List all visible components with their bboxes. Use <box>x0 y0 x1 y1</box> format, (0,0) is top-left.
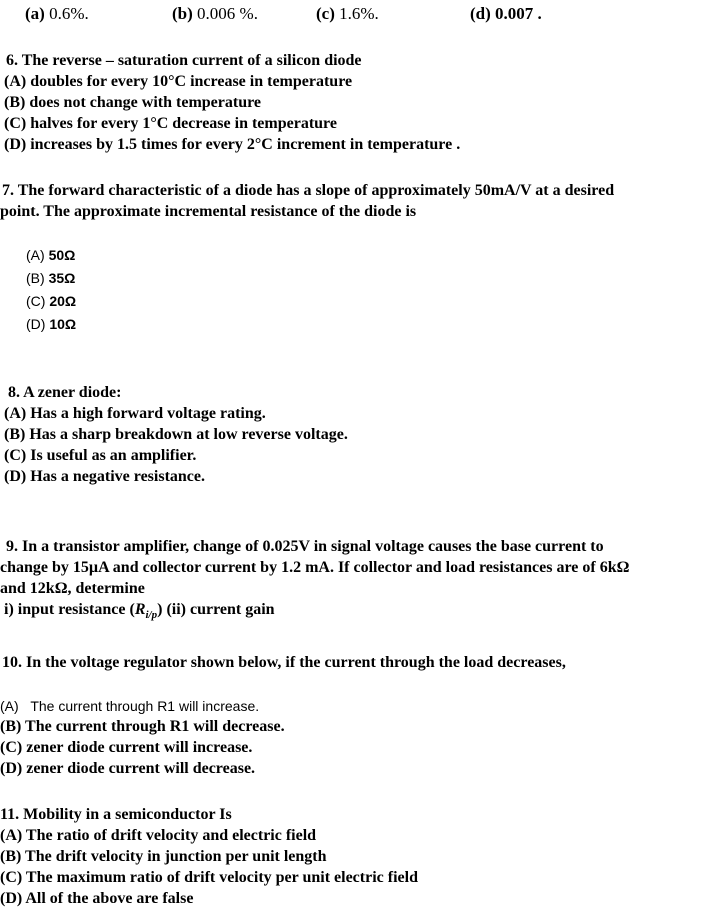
top-option-d: (d) 0.007 . <box>470 4 542 23</box>
question-8-text: 8. A zener diode: <box>8 384 122 401</box>
question-9-text-line2: change by 15µA and collector current by 1.2 mA. If collector and load resistances are of 6kΩ <box>0 559 630 576</box>
question-7-option-d: (D) 10Ω <box>26 316 77 332</box>
question-11-option-d: (D) All of the above are false <box>0 890 194 907</box>
top-option-b: (b) 0.006 %. <box>172 4 258 23</box>
question-10-option-a: (A) The current through R1 will increase. <box>0 698 260 714</box>
question-8-option-a: (A) Has a high forward voltage rating. <box>4 405 266 422</box>
question-10-option-d: (D) zener diode current will decrease. <box>0 760 256 777</box>
question-10-text: 10. In the voltage regulator shown below, if the current through the load decreases, <box>2 654 566 671</box>
question-11-option-c: (C) The maximum ratio of drift velocity per unit electric field <box>0 869 418 886</box>
question-6-option-a: (A) doubles for every 10°C increase in temperature <box>4 73 353 90</box>
question-7-option-b: (B) 35Ω <box>26 270 76 286</box>
top-option-c: (c) 1.6%. <box>316 4 379 23</box>
question-6-option-c: (C) halves for every 1°C decrease in temperature <box>4 115 337 132</box>
question-7-option-a: (A) 50Ω <box>26 247 76 263</box>
question-6-text: 6. The reverse – saturation current of a silicon diode <box>6 52 362 69</box>
question-7-option-c: (C) 20Ω <box>26 293 77 309</box>
question-7-text-line1: 7. The forward characteristic of a diode has a slope of approximately 50mA/V at a desired <box>2 182 615 199</box>
question-11-option-a: (A) The ratio of drift velocity and electric field <box>0 827 317 844</box>
question-9-text-line3: and 12kΩ, determine <box>0 580 145 597</box>
question-10-option-b: (B) The current through R1 will decrease. <box>0 718 285 735</box>
question-9-text-line4: i) input resistance $(R_{i/p})$ (ii) current gain <box>4 601 275 622</box>
question-9-text-line1: 9. In a transistor amplifier, change of 0.025V in signal voltage causes the base current to <box>6 538 604 555</box>
question-8-option-c: (C) Is useful as an amplifier. <box>4 447 197 464</box>
question-6-option-b: (B) does not change with temperature <box>4 94 262 111</box>
question-10-option-c: (C) zener diode current will increase. <box>0 739 253 756</box>
question-8-option-d: (D) Has a negative resistance. <box>4 468 205 485</box>
question-8-option-b: (B) Has a sharp breakdown at low reverse voltage. <box>4 426 348 443</box>
question-11-text: 11. Mobility in a semiconductor Is <box>0 806 232 823</box>
top-option-a: (a) 0.6%. <box>25 4 89 23</box>
question-11-option-b: (B) The drift velocity in junction per unit length <box>0 848 327 865</box>
question-6-option-d: (D) increases by 1.5 times for every 2°C increment in temperature . <box>4 136 461 153</box>
question-7-text-line2: point. The approximate incremental resistance of the diode is <box>0 203 417 220</box>
